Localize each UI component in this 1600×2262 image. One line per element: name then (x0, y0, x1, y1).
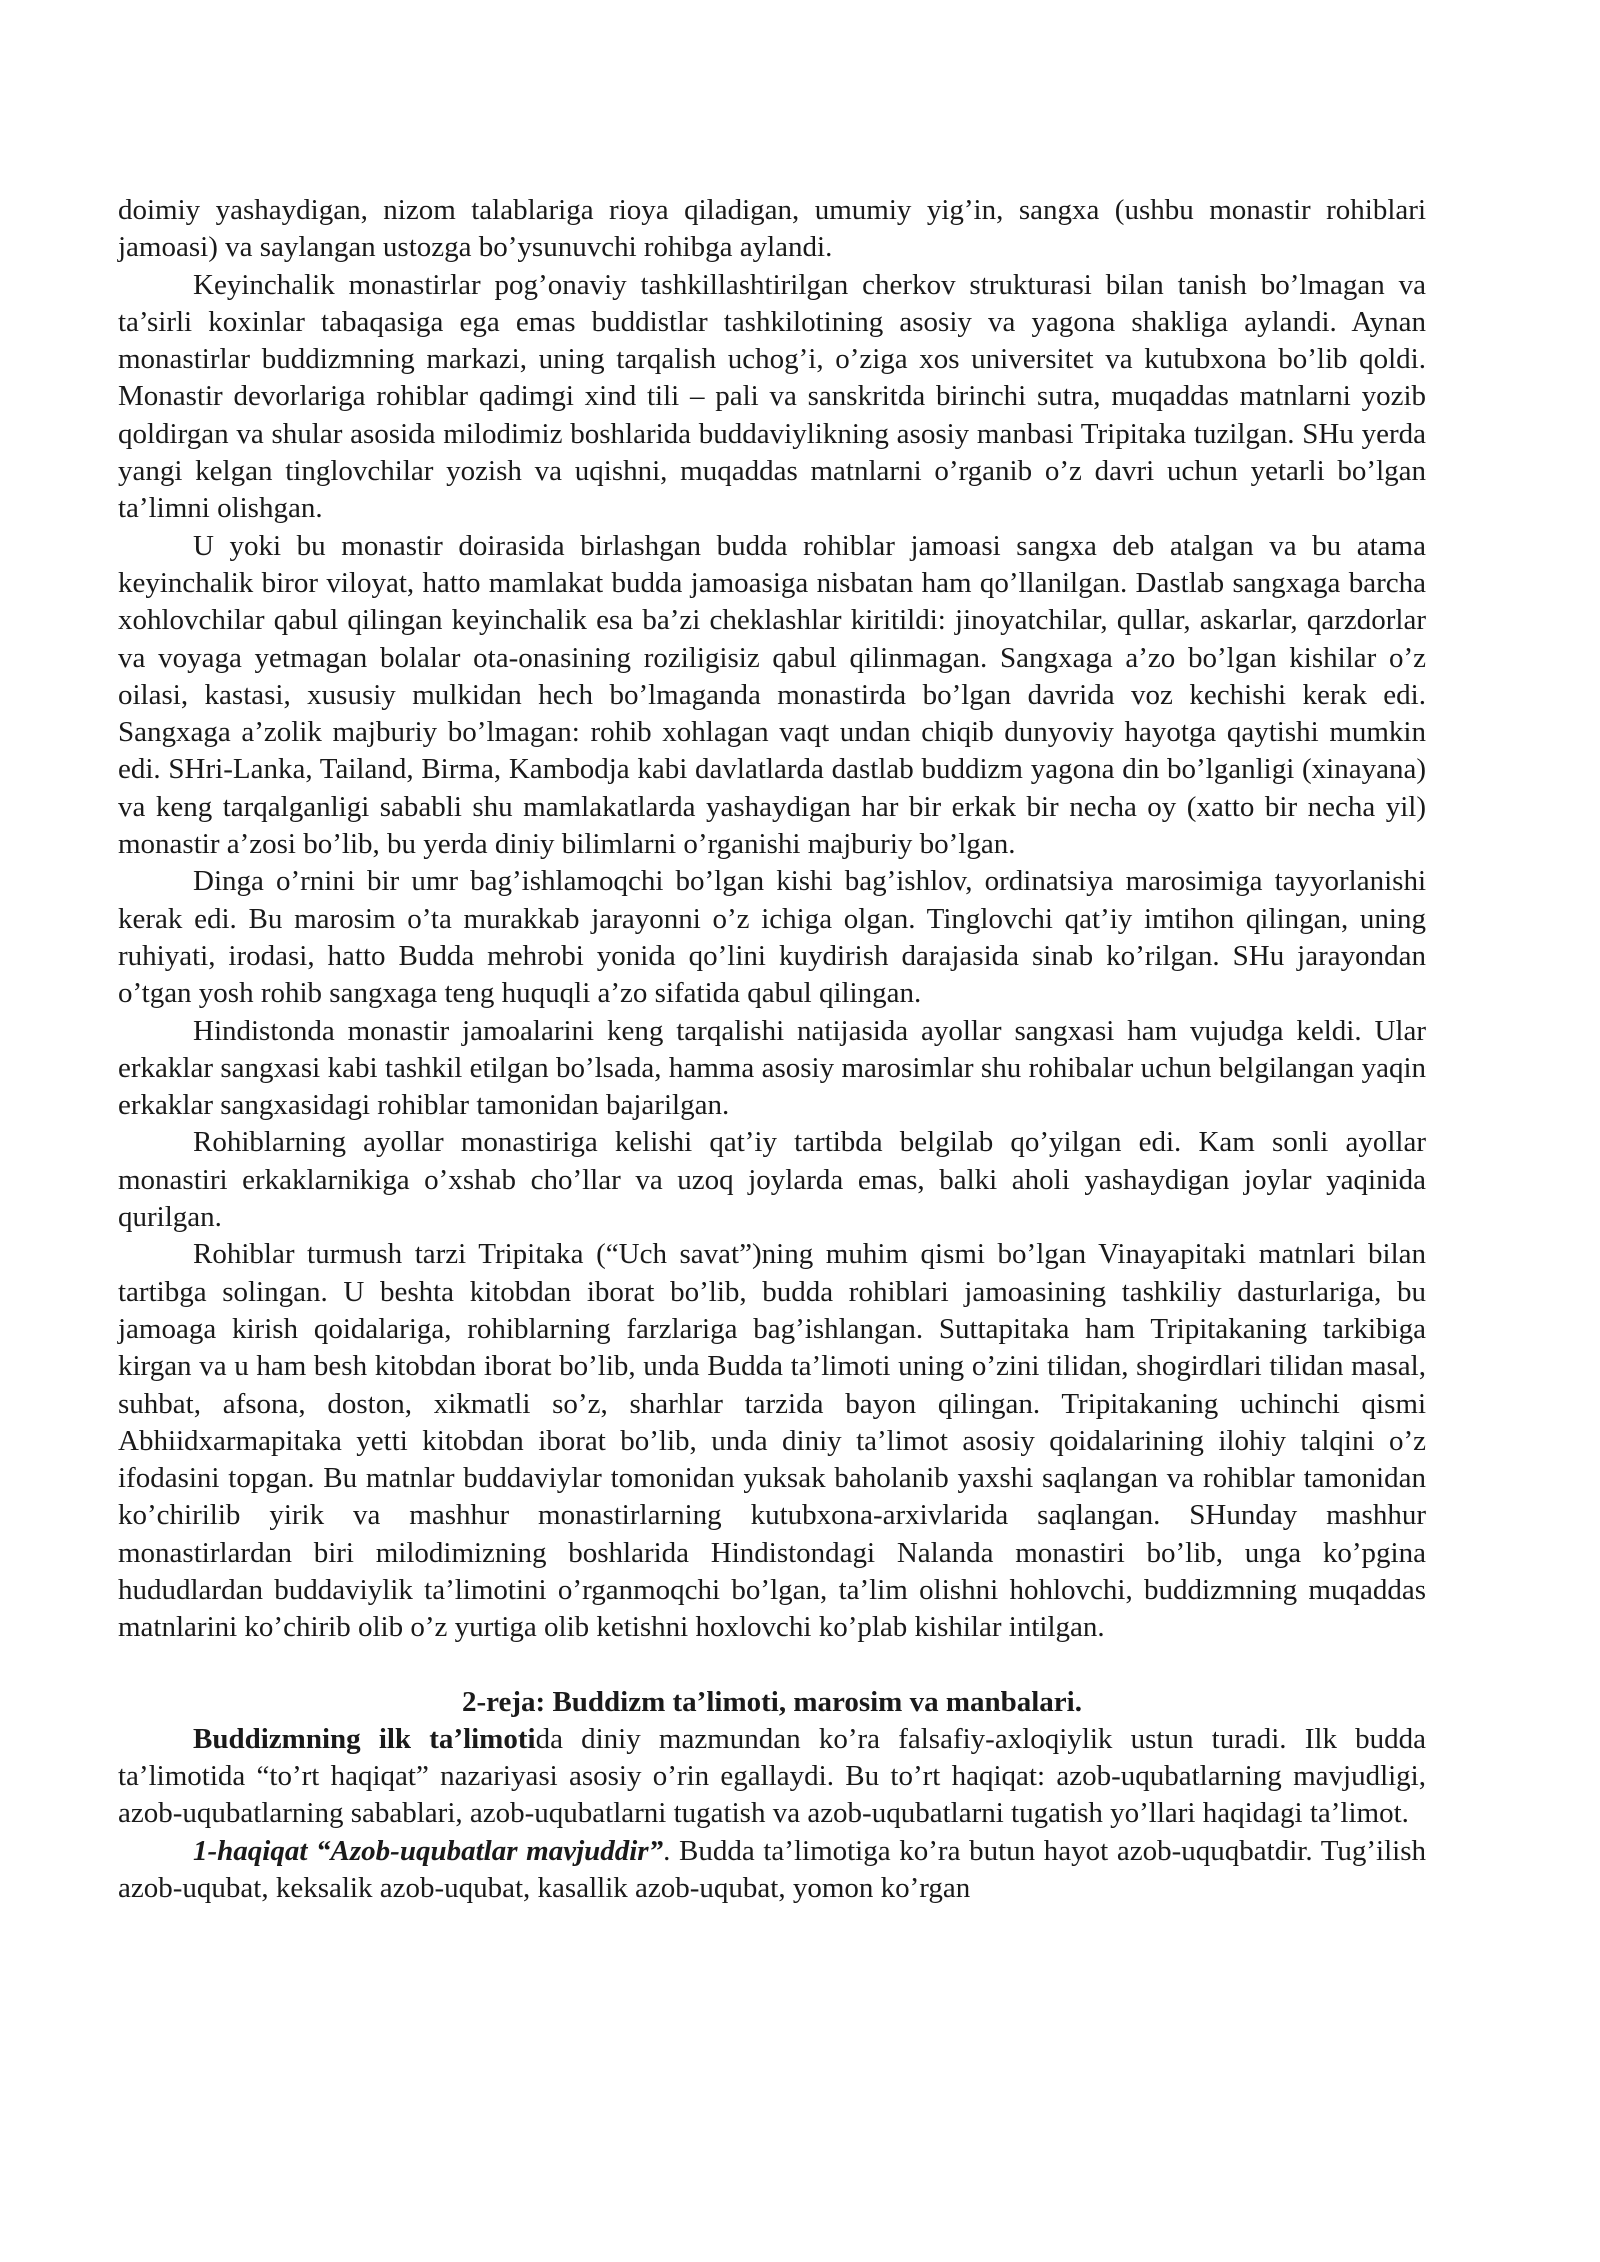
document-page (118, 192, 1426, 1907)
section-heading: 2-reja: Buddizm ta’limoti, marosim va manbalari. (462, 1685, 1082, 1718)
paragraph-9-text: . Budda ta’limotiga ko’ra butun hayot azob-uquqbatdir. Tug’ilish azob-uqubat, keksalik azob-uqubat, kasallik azob-uqubat, yomon ko’rgan (118, 1834, 1427, 1905)
paragraph-5: Hindistonda monastir jamoalarini keng tarqalishi natijasida ayollar sangxasi ham vujudga keldi. Ular erkaklar sangxasi kabi tashkil etilgan bo’lsada, hamma asosiy marosimlar shu rohibalar uchun belgilangan yaqin erkaklar sangxasidagi rohiblar tamonidan bajarilgan. (118, 1014, 1426, 1122)
paragraph-7: Rohiblar turmush tarzi Tripitaka (“Uch savat”)ning muhim qismi bo’lgan Vinayapitaki matnlari bilan tartibga solingan. U beshta kitobdan iborat bo’lib, budda rohiblari jamoasining tashkiliy dasturlariga, bu jamoaga kirish qoidalariga, rohiblarning farzlariga bag’ishlangan. Suttapitaka ham Tripitakaning tarkibiga kirgan va u ham besh kitobdan iborat bo’lib, unda Budda ta’limoti uning o’zini tilidan, shogirdlari tilidan masal, suhbat, afsona, doston, xikmatli so’z, sharhlar tarzida bayon qilingan. Tripitakaning uchinchi qismi Abhiidxarmapitaka yetti kitobdan iborat bo’lib, unda diniy ta’limot asosiy qoidalarining ilohiy talqini o’z ifodasini topgan. Bu matnlar buddaviylar tomonidan yuksak baholanib yaxshi saqlangan va rohiblar tamonidan ko’chirilib yirik va mashhur monastirlarning kutubxona-arxivlarida saqlangan. SHunday mashhur monastirlardan biri milodimizning boshlarida Hindistondagi Nalanda monastiri bo’lib, unga ko’pgina hududlardan buddaviylik ta’limotini o’rganmoqchi bo’lgan, ta’lim olishni hohlovchi, buddizmning muqaddas matnlarini ko’chirib olib o’z yurtiga olib ketishni hoxlovchi ko’plab kishilar intilgan. (118, 1238, 1426, 1644)
paragraph-8 (118, 1721, 1426, 1833)
paragraph-3: U yoki bu monastir doirasida birlashgan budda rohiblar jamoasi sangxa deb atalgan va bu atama keyinchalik biror viloyat, hatto mamlakat budda jamoasiga nisbatan ham qo’llanilgan. Dastlab sangxaga barcha xohlovchilar qabul qilingan keyinchalik esa ba’zi cheklashlar kiritildi: jinoyatchilar, qullar, askarlar, qarzdorlar va voyaga yetmagan bolalar ota-onasining roziligisiz qabul qilinmagan. Sangxaga a’zo bo’lgan kishilar o’z oilasi, kastasi, xususiy mulkidan hech bo’lmaganda monastirda bo’lgan davrida voz kechishi kerak edi. Sangxaga a’zolik majburiy bo’lmagan: rohib xohlagan vaqt undan chiqib dunyoviy hayotga qaytishi mumkin edi. SHri-Lanka, Tailand, Birma, Kambodja kabi davlatlarda dastlab buddizm yagona din bo’lganligi (xinayana) va keng tarqalganligi sababli shu mamlakatlarda yashaydigan har bir erkak bir necha oy (xatto bir necha yil) monastir a’zosi bo’lib, bu yerda diniy bilimlarni o’rganishi majburiy bo’lgan. (118, 529, 1426, 861)
paragraph-8-text: da diniy mazmundan ko’ra falsafiy-axloqiylik ustun turadi. Ilk budda ta’limotida “to’rt haqiqat” nazariyasi asosiy o’rin egallaydi. Bu to’rt haqiqat: azob-uqubatlarning mavjudligi, azob-uqubatlarning sabablari, azob-uqubatlarni tugatish va azob-uqubatlarni tugatish yo’llari haqidagi ta’limot. (118, 1722, 1427, 1830)
paragraph-2: Keyinchalik monastirlar pog’onaviy tashkillashtirilgan cherkov strukturasi bilan tanish bo’lmagan va ta’sirli koxinlar tabaqasiga ega emas buddistlar tashkilotining asosiy va yagona shakliga aylandi. Aynan monastirlar buddizmning markazi, uning tarqalish uchog’i, o’ziga xos universitet va kutubxona bo’lib qoldi. Monastir devorlariga rohiblar qadimgi xind tili – pali va sanskritda birinchi sutra, muqaddas matnlarni yozib qoldirgan va shular asosida milodimiz boshlarida buddaviylikning asosiy manbasi Tripitaka tuzilgan. SHu yerda yangi kelgan tinglovchilar yozish va uqishni, muqaddas matnlarni o’rganib o’z davri uchun yetarli bo’lgan ta’limni olishgan. (118, 268, 1426, 525)
paragraph-6: Rohiblarning ayollar monastiriga kelishi qat’iy tartibda belgilab qo’yilgan edi. Kam sonli ayollar monastiri erkaklarnikiga o’xshab cho’llar va uzoq joylarda emas, balki aholi yashaydigan joylar yaqinida qurilgan. (118, 1126, 1426, 1234)
paragraph-1: doimiy yashaydigan, nizom talablariga rioya qiladigan, umumiy yig’in, sangxa (ushbu monastir rohiblari jamoasi) va saylangan ustozga bo’ysunuvchi rohibga aylandi. (118, 194, 1426, 264)
bold-lead-text: Buddizmning ilk ta’limoti (193, 1722, 536, 1755)
paragraph-9 (118, 1833, 1426, 1908)
bold-italic-lead-text: 1-haqiqat “Azob-uqubatlar mavjuddir” (193, 1834, 664, 1867)
paragraph-4: Dinga o’rnini bir umr bag’ishlamoqchi bo’lgan kishi bag’ishlov, ordinatsiya marosimiga tayyorlanishi kerak edi. Bu marosim o’ta murakkab jarayonni o’z ichiga olgan. Tinglovchi qat’iy imtihon qilingan, uning ruhiyati, irodasi, hatto Budda mehrobi yonida qo’lini kuydirish darajasida sinab ko’rilgan. SHu jarayondan o’tgan yosh rohib sangxaga teng huquqli a’zo sifatida qabul qilingan. (118, 865, 1426, 1010)
